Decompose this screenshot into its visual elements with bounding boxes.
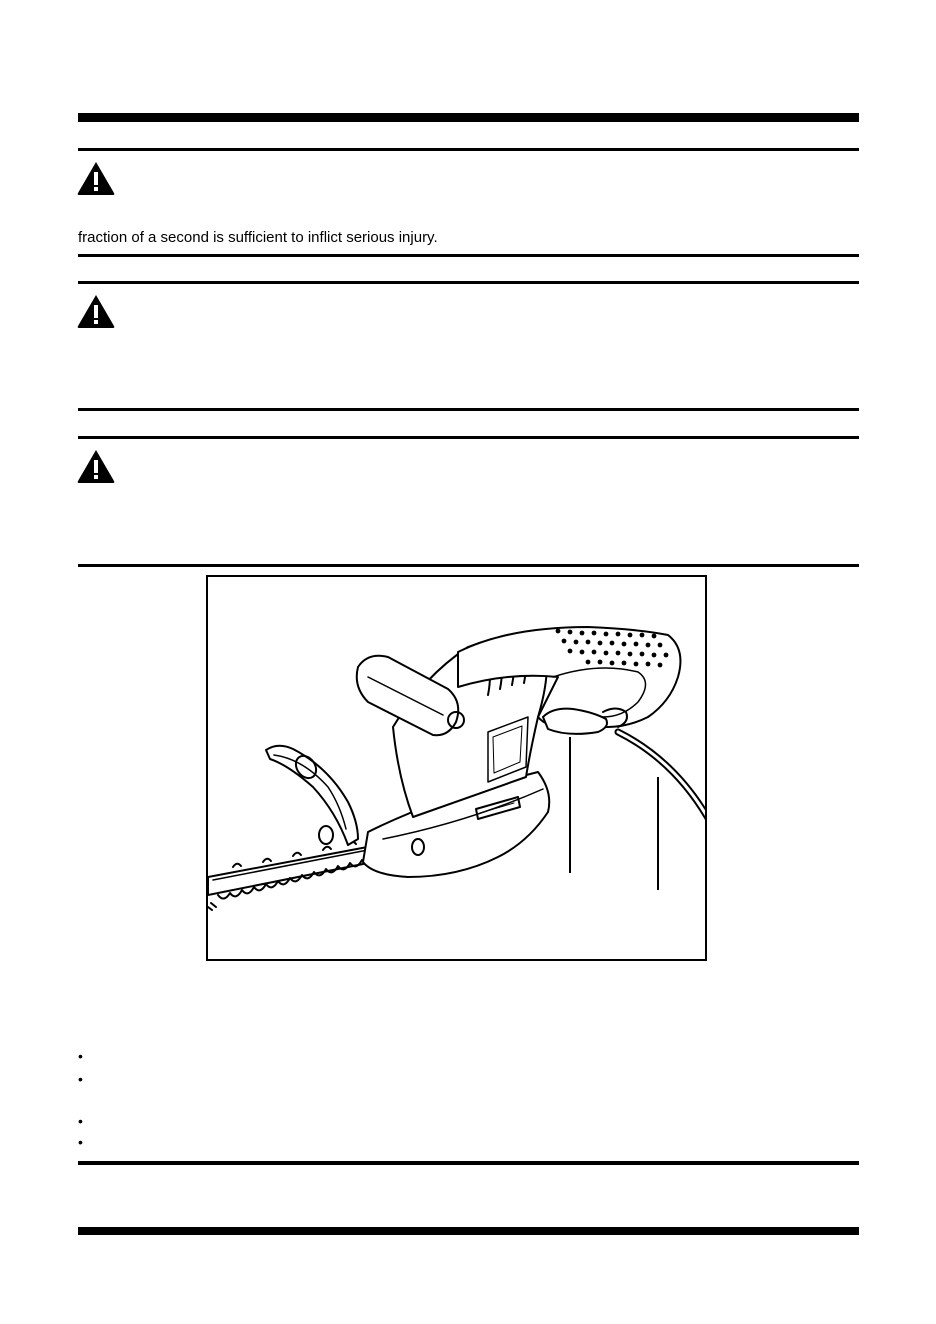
hedge-trimmer-figure: [206, 575, 707, 961]
warning-triangle-icon: [76, 448, 116, 484]
bullet-2: •: [78, 1071, 83, 1087]
warning-2-bottom-rule: [78, 408, 859, 411]
warning-triangle-icon: [76, 160, 116, 196]
bullet-4: •: [78, 1134, 83, 1150]
bullet-1: •: [78, 1048, 83, 1064]
warning-3-bottom-rule: [78, 564, 859, 567]
warning-1-top-rule: [78, 148, 859, 151]
warning-triangle-icon: [76, 293, 116, 329]
warning-1-bottom-rule: [78, 254, 859, 257]
warning-3-top-rule: [78, 436, 859, 439]
warning-2-top-rule: [78, 281, 859, 284]
callout-leaders: [570, 737, 658, 890]
bullet-3: •: [78, 1113, 83, 1129]
warning-1-text-tail: fraction of a second is sufficient to inflict serious injury.: [78, 229, 438, 246]
hedge-trimmer-illustration: [208, 577, 705, 959]
header-rule: [78, 113, 859, 122]
footer-rule: [78, 1227, 859, 1235]
section-bottom-rule: [78, 1161, 859, 1165]
